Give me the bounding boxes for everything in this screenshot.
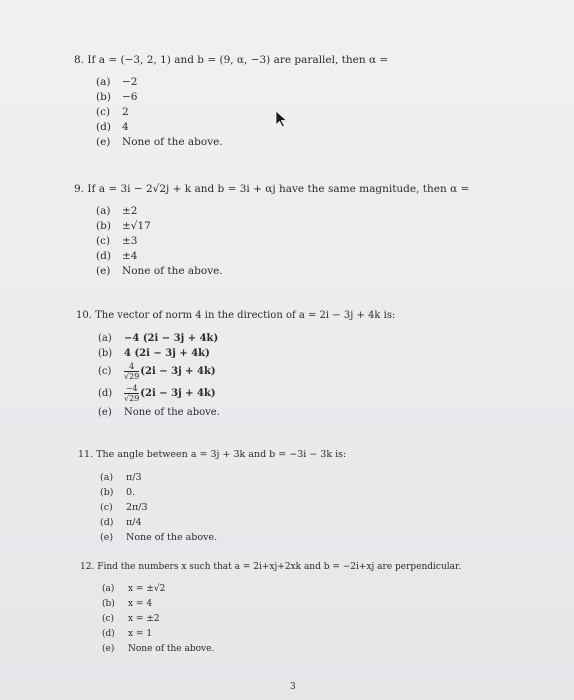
option-e: (e) None of the above. xyxy=(96,265,223,277)
question-text: If a = (−3, 2, 1) and b = (9, α, −3) are parallel, then α = xyxy=(87,54,389,66)
mouse-pointer-icon xyxy=(274,110,288,128)
option-b: (b) 0. xyxy=(100,487,136,498)
fraction: $\frac{-4}{√29}$ xyxy=(124,384,140,403)
question-number: 9. xyxy=(74,183,85,195)
question-number: 12. xyxy=(80,562,95,572)
option-e: (e) None of the above. xyxy=(102,644,215,654)
question-text: The angle between a = 3j + 3k and b = −3i − 3k is: xyxy=(96,449,347,460)
option-d: (d) $\frac{-4}{√29}$ (2i − 3j + 4k) xyxy=(98,384,216,403)
option-e: (e) None of the above. xyxy=(98,407,220,418)
question-10 xyxy=(76,310,395,420)
question-stem xyxy=(74,183,469,195)
question-number: 11. xyxy=(78,449,94,460)
option-e: (e) None of the above. xyxy=(100,532,218,543)
option-c: (c) x = ±2 xyxy=(102,614,160,624)
question-8 xyxy=(74,54,388,150)
option-d: (d) 4 xyxy=(96,121,129,133)
question-text: If a = 3i − 2√2j + k and b = 3i + αj have the same magnitude, then α = xyxy=(87,183,470,195)
option-c: (c) 2π/3 xyxy=(100,502,148,513)
question-stem xyxy=(80,561,461,573)
option-e: (e) None of the above. xyxy=(96,136,223,148)
question-text: Find the numbers x such that a = 2i+xj+2xk and b = −2i+xj are perpendicular. xyxy=(97,562,462,572)
question-number: 8. xyxy=(74,54,85,66)
question-stem xyxy=(78,449,346,461)
question-text: The vector of norm 4 in the direction of a = 2i − 3j + 4k is: xyxy=(95,310,396,321)
option-a: (a) ±2 xyxy=(96,205,138,217)
question-stem xyxy=(76,310,395,322)
page-number: 3 xyxy=(290,682,296,692)
option-b: (b) x = 4 xyxy=(102,599,153,609)
option-d: (d) ±4 xyxy=(96,250,138,262)
question-number: 10. xyxy=(76,310,92,321)
fraction: $\frac{4}{√29}$ xyxy=(124,362,140,381)
option-b: (b) ±√17 xyxy=(96,220,151,232)
option-a: (a) π/3 xyxy=(100,472,142,483)
option-a: (a) −4 (2i − 3j + 4k) xyxy=(98,333,219,344)
option-c: (c) ±3 xyxy=(96,235,138,247)
question-stem xyxy=(74,54,388,66)
option-c: (c) $\frac{4}{√29}$ (2i − 3j + 4k) xyxy=(98,362,216,381)
option-b: (b) 4 (2i − 3j + 4k) xyxy=(98,348,210,359)
option-a: (a) x = ±√2 xyxy=(102,584,166,594)
option-d: (d) π/4 xyxy=(100,517,142,528)
option-c: (c) 2 xyxy=(96,106,129,118)
option-b: (b) −6 xyxy=(96,91,138,103)
option-d: (d) x = 1 xyxy=(102,629,153,639)
question-11 xyxy=(78,449,346,545)
option-a: (a) −2 xyxy=(96,76,138,88)
question-12 xyxy=(80,561,461,657)
question-9 xyxy=(74,183,469,279)
